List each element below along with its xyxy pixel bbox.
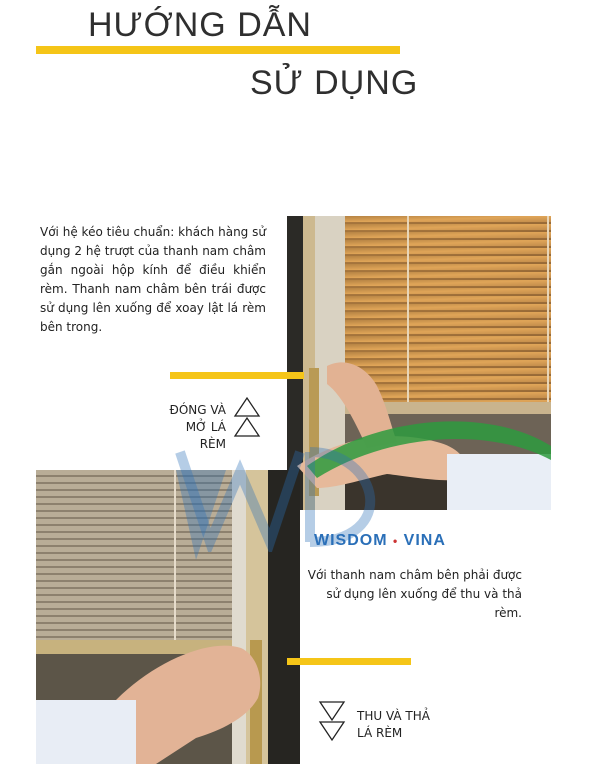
- brand-dot: •: [393, 534, 399, 548]
- open-description: Với hệ kéo tiêu chuẩn: khách hàng sử dụng 2 hệ trượt của thanh nam châm gắn ngoài hộp kính để điều khiển rèm. Thanh nam châm bên trái được sử dụng lên xuống để xoay lật lá rèm bên trong.: [40, 225, 266, 334]
- brand-watermark: [314, 532, 446, 550]
- close-divider: [287, 658, 411, 665]
- open-label-line1: ĐÓNG VÀ: [169, 403, 226, 417]
- close-description: Với thanh nam châm bên phải được sử dụng lên xuống để thu và thả rèm.: [307, 568, 522, 620]
- brand-left: WISDOM: [314, 532, 388, 549]
- title-line-2: SỬ DỤNG: [250, 64, 419, 102]
- title-divider: [36, 46, 400, 54]
- close-label-line1: THU VÀ THẢ: [357, 709, 430, 723]
- open-divider: [170, 372, 304, 379]
- brand-right: VINA: [403, 532, 446, 549]
- close-label-line2: LÁ RÈM: [357, 726, 403, 740]
- title-line-1: HƯỚNG DẪN: [88, 6, 312, 44]
- down-triangles-icon: [318, 700, 346, 742]
- open-label-line2: MỞ LÁ RÈM: [185, 420, 226, 451]
- up-triangles-icon: [233, 396, 261, 438]
- close-label: [357, 708, 430, 742]
